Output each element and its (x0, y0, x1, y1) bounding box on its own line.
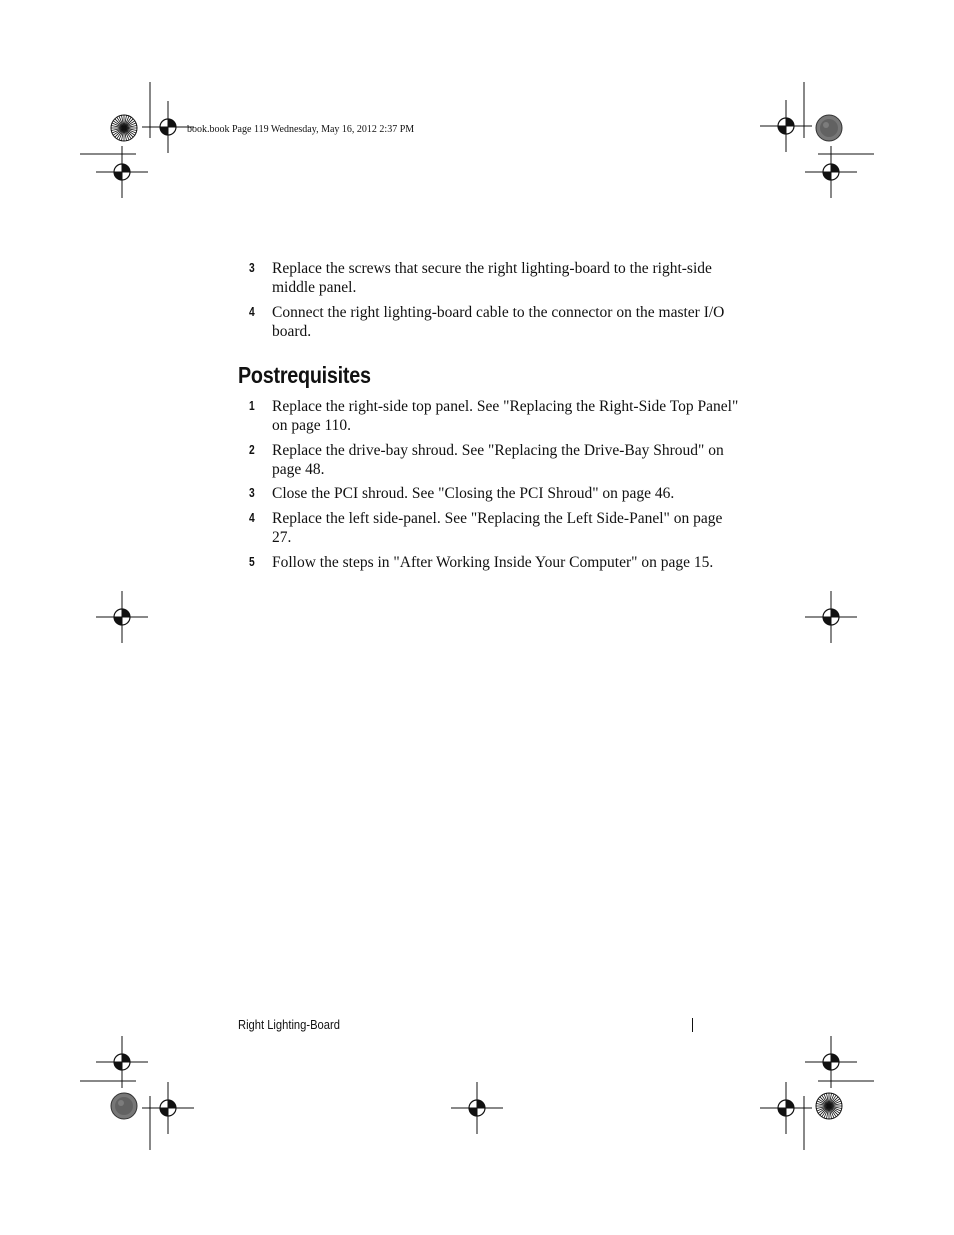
list-item (249, 509, 749, 547)
list-item (249, 397, 749, 435)
registration-mark-icon (805, 591, 857, 643)
print-header-stamp: book.book Page 119 Wednesday, May 16, 2012 2:37 PM (187, 124, 415, 135)
registration-mark-icon (96, 1036, 148, 1088)
step-number: 3 (249, 486, 255, 500)
list-item (249, 553, 749, 572)
star-target-icon (111, 115, 137, 141)
step-text: Follow the steps in "After Working Inside Your Computer" on page 15. (272, 554, 714, 571)
section-title: Postrequisites (238, 362, 371, 388)
registration-mark-icon (805, 1036, 857, 1088)
footer-divider (692, 1018, 693, 1032)
step-number: 2 (249, 443, 255, 457)
list-item (249, 259, 749, 297)
step-text: Replace the left side-panel. See "Replacing the Left Side-Panel" on page 27. (272, 510, 723, 546)
step-text: Close the PCI shroud. See "Closing the PCI Shroud" on page 46. (272, 485, 675, 502)
list-item (249, 441, 749, 479)
registration-mark-icon (451, 1082, 503, 1134)
list-item (249, 484, 749, 503)
gray-target-icon (111, 1093, 137, 1119)
registration-mark-icon (96, 591, 148, 643)
running-footer: Right Lighting-Board (238, 1017, 340, 1032)
step-number: 4 (249, 511, 255, 525)
step-text: Replace the right-side top panel. See "Replacing the Right-Side Top Panel" on page 110. (272, 398, 739, 434)
step-text: Connect the right lighting-board cable to the connector on the master I/O board. (272, 304, 725, 340)
step-text: Replace the screws that secure the right lighting-board to the right-side middle panel. (272, 260, 712, 296)
star-target-icon (816, 1093, 842, 1119)
step-text: Replace the drive-bay shroud. See "Replacing the Drive-Bay Shroud" on page 48. (272, 442, 724, 478)
gray-target-icon (816, 115, 842, 141)
step-number: 4 (249, 305, 255, 319)
step-number: 1 (249, 399, 255, 413)
step-number: 5 (249, 555, 255, 569)
list-item (249, 303, 749, 341)
step-number: 3 (249, 261, 255, 275)
